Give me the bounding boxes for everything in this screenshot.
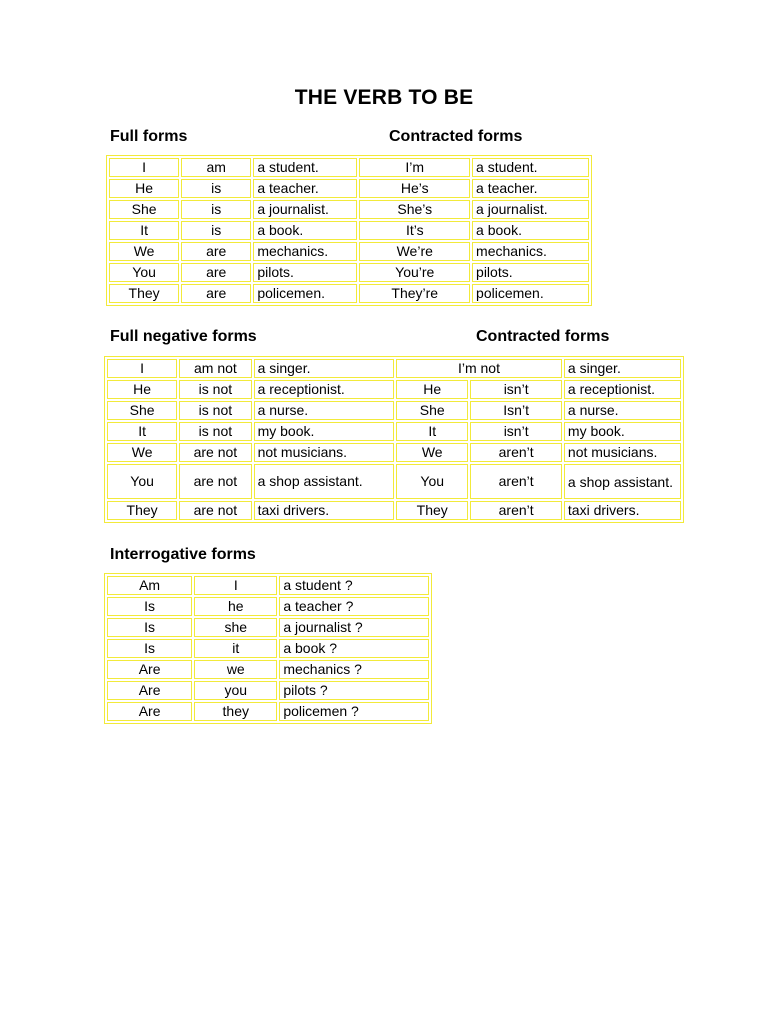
complement-cell: a teacher ?: [279, 597, 429, 616]
complement-cell: a shop assistant.: [564, 464, 681, 499]
complement-cell: not musicians.: [254, 443, 394, 462]
subject-cell: He: [107, 380, 177, 399]
complement-cell: pilots.: [472, 263, 589, 282]
complement-cell: not musicians.: [564, 443, 681, 462]
verb-cell: Is: [107, 639, 192, 658]
interrogative-table: [104, 573, 432, 724]
complement-cell: a student.: [253, 158, 357, 177]
complement-cell: policemen.: [472, 284, 589, 303]
subject-cell: You: [396, 464, 468, 499]
subject-cell: It: [109, 221, 179, 240]
page-title: THE VERB TO BE: [294, 86, 474, 109]
subject-cell: He: [396, 380, 468, 399]
verb-cell: are: [181, 242, 251, 261]
subject-cell: She: [107, 401, 177, 420]
complement-cell: a nurse.: [564, 401, 681, 420]
subject-cell: she: [194, 618, 277, 637]
subject-cell: It: [107, 422, 177, 441]
complement-cell: a receptionist.: [254, 380, 394, 399]
subject-cell: It: [396, 422, 468, 441]
heading-full-negative-forms: Full negative forms: [110, 328, 257, 345]
table-row: [107, 443, 681, 462]
complement-cell: mechanics.: [472, 242, 589, 261]
complement-cell: a shop assistant.: [254, 464, 394, 499]
table-row: [107, 681, 429, 700]
contraction-cell: I’m not: [396, 359, 562, 378]
table-row: [107, 639, 429, 658]
verb-cell: are not: [179, 464, 251, 499]
verb-cell: is not: [179, 380, 251, 399]
verb-cell: is: [181, 221, 251, 240]
verb-cell: Are: [107, 702, 192, 721]
contraction-cell: We’re: [359, 242, 470, 261]
heading-negative-contracted-forms: Contracted forms: [476, 328, 610, 345]
subject-cell: he: [194, 597, 277, 616]
complement-cell: taxi drivers.: [564, 501, 681, 520]
verb-cell: Are: [107, 660, 192, 679]
complement-cell: pilots ?: [279, 681, 429, 700]
table-row: [107, 501, 681, 520]
table-row: [109, 284, 589, 303]
subject-cell: They: [396, 501, 468, 520]
subject-cell: You: [109, 263, 179, 282]
table-row: [107, 618, 429, 637]
subject-cell: We: [107, 443, 177, 462]
subject-cell: They: [107, 501, 177, 520]
affirmative-table: [106, 155, 592, 306]
contraction-cell: You’re: [359, 263, 470, 282]
complement-cell: a teacher.: [253, 179, 357, 198]
complement-cell: a journalist.: [253, 200, 357, 219]
complement-cell: a nurse.: [254, 401, 394, 420]
complement-cell: a book ?: [279, 639, 429, 658]
table-row: [107, 597, 429, 616]
verb-cell: is not: [179, 422, 251, 441]
table-row: [107, 576, 429, 595]
table-row: [109, 179, 589, 198]
table-row: [107, 401, 681, 420]
contraction-cell: isn’t: [470, 380, 562, 399]
contraction-cell: It’s: [359, 221, 470, 240]
verb-cell: Are: [107, 681, 192, 700]
table-row: [109, 221, 589, 240]
complement-cell: a student ?: [279, 576, 429, 595]
subject-cell: I: [109, 158, 179, 177]
complement-cell: mechanics ?: [279, 660, 429, 679]
table-row: [107, 464, 681, 499]
contraction-cell: Isn’t: [470, 401, 562, 420]
complement-cell: a receptionist.: [564, 380, 681, 399]
verb-cell: Am: [107, 576, 192, 595]
verb-cell: are: [181, 263, 251, 282]
complement-cell: a book.: [253, 221, 357, 240]
complement-cell: my book.: [564, 422, 681, 441]
complement-cell: a journalist ?: [279, 618, 429, 637]
verb-cell: are: [181, 284, 251, 303]
complement-cell: a singer.: [564, 359, 681, 378]
subject-cell: I: [107, 359, 177, 378]
verb-cell: Is: [107, 618, 192, 637]
table-row: [109, 263, 589, 282]
contraction-cell: aren’t: [470, 464, 562, 499]
contraction-cell: aren’t: [470, 443, 562, 462]
verb-cell: is not: [179, 401, 251, 420]
heading-contracted-forms: Contracted forms: [389, 128, 523, 145]
table-row: [109, 242, 589, 261]
complement-cell: a book.: [472, 221, 589, 240]
contraction-cell: aren’t: [470, 501, 562, 520]
subject-cell: they: [194, 702, 277, 721]
contraction-cell: He’s: [359, 179, 470, 198]
heading-full-forms: Full forms: [110, 128, 188, 145]
complement-cell: a student.: [472, 158, 589, 177]
subject-cell: You: [107, 464, 177, 499]
contraction-cell: isn’t: [470, 422, 562, 441]
table-row: [107, 702, 429, 721]
subject-cell: We: [109, 242, 179, 261]
subject-cell: They: [109, 284, 179, 303]
verb-cell: am: [181, 158, 251, 177]
complement-cell: my book.: [254, 422, 394, 441]
complement-cell: mechanics.: [253, 242, 357, 261]
contraction-cell: I’m: [359, 158, 470, 177]
verb-cell: is: [181, 179, 251, 198]
table-row: [107, 422, 681, 441]
verb-cell: are not: [179, 501, 251, 520]
subject-cell: She: [396, 401, 468, 420]
subject-cell: We: [396, 443, 468, 462]
subject-cell: it: [194, 639, 277, 658]
negative-table: [104, 356, 684, 523]
complement-cell: pilots.: [253, 263, 357, 282]
table-row: [109, 158, 589, 177]
heading-interrogative-forms: Interrogative forms: [110, 546, 256, 563]
verb-cell: am not: [179, 359, 251, 378]
subject-cell: I: [194, 576, 277, 595]
subject-cell: He: [109, 179, 179, 198]
verb-cell: Is: [107, 597, 192, 616]
complement-cell: policemen ?: [279, 702, 429, 721]
table-row: [107, 660, 429, 679]
subject-cell: you: [194, 681, 277, 700]
complement-cell: a singer.: [254, 359, 394, 378]
complement-cell: taxi drivers.: [254, 501, 394, 520]
complement-cell: a journalist.: [472, 200, 589, 219]
subject-cell: She: [109, 200, 179, 219]
contraction-cell: She’s: [359, 200, 470, 219]
complement-cell: a teacher.: [472, 179, 589, 198]
table-row: [109, 200, 589, 219]
complement-cell: policemen.: [253, 284, 357, 303]
verb-cell: are not: [179, 443, 251, 462]
contraction-cell: They’re: [359, 284, 470, 303]
table-row: [107, 359, 681, 378]
table-row: [107, 380, 681, 399]
subject-cell: we: [194, 660, 277, 679]
verb-cell: is: [181, 200, 251, 219]
